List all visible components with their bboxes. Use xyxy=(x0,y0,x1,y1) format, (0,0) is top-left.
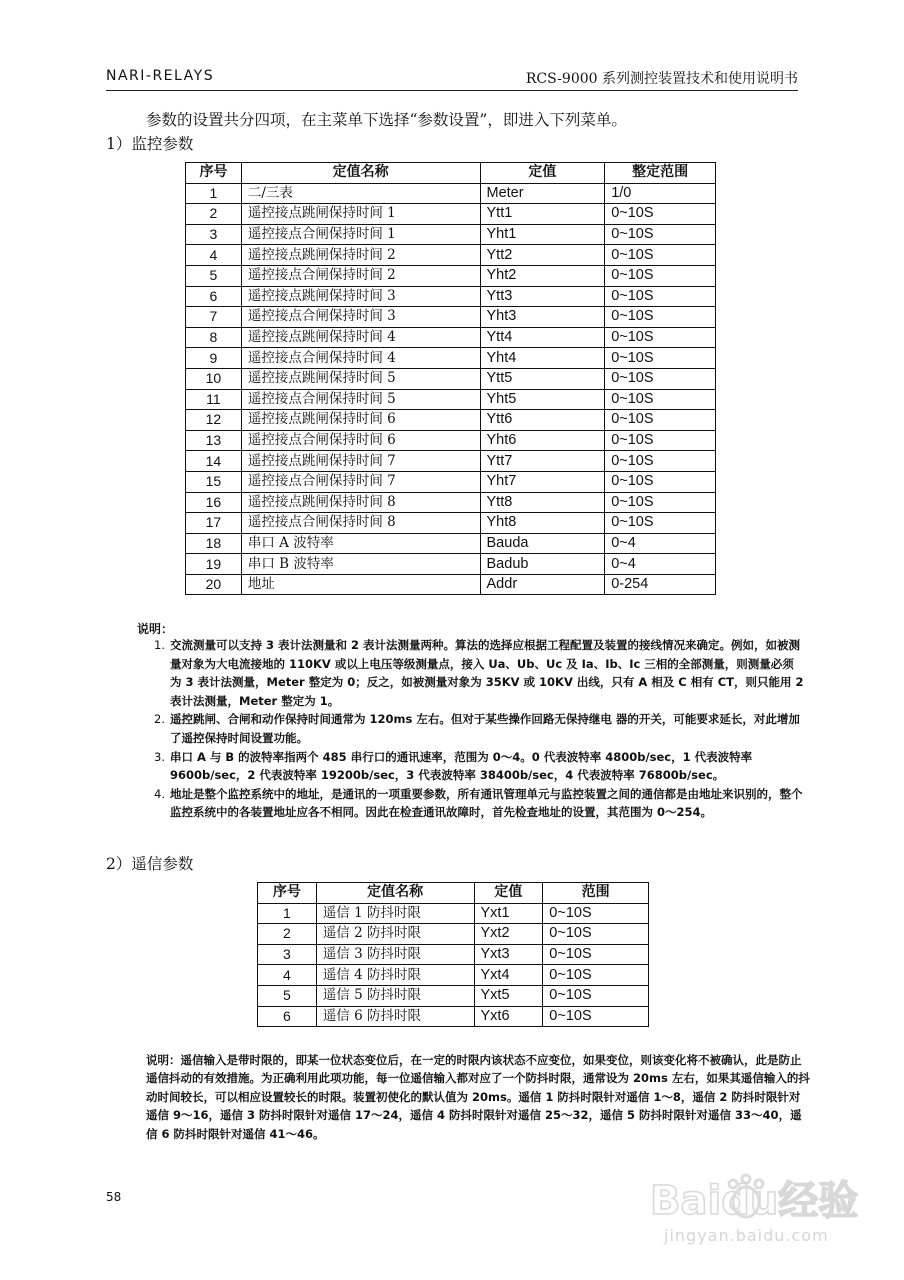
row-param-range: 0~10S xyxy=(543,903,649,924)
table-row xyxy=(186,204,716,225)
row-param-name: 遥信 4 防抖时限 xyxy=(316,965,474,986)
page-number: 58 xyxy=(106,1190,122,1204)
table-row xyxy=(186,430,716,451)
row-param-code: Bauda xyxy=(480,533,605,554)
row-param-range: 0~10S xyxy=(605,430,716,451)
table-row xyxy=(186,183,716,204)
notes2-text: 遥信输入是带时限的，即某一位状态变位后，在一定的时限内该状态不应变位，如果变位，则该变化将不被确认，此是防止遥信抖动的有效措施。为正确利用此项功能，每一位遥信输入都对应了一个防抖时限，通常设为 20ms 左右，如果其遥信输入的抖动时间较长，可以相应设置较长的时限。装置初使化的默认值为 20ms。遥信 1 防抖时限针对遥信 1～8，遥信 2 防抖时限针对遥信 9～16，遥信 3 防抖时限针对遥信 17～24，遥信 4 防抖时限针对遥信 25～32，遥信 5 防抖时限针对遥信 33～40，遥信 6 防抖时限针对遥信 41～46。 xyxy=(146,1053,810,1141)
row-param-code: Yxt6 xyxy=(474,1006,543,1027)
row-index: 20 xyxy=(186,574,242,595)
row-index: 2 xyxy=(186,204,242,225)
table-row xyxy=(186,471,716,492)
row-param-code: Yxt4 xyxy=(474,965,543,986)
note-item xyxy=(154,636,804,710)
note-text: 地址是整个监控系统中的地址，是通讯的一项重要参数，所有通讯管理单元与监控装置之间的通信都是由地址来识别的，整个监控系统中的各装置地址应各不相同。因此在检查通讯故障时，首先检查地址的设置，其范围为 0～254。 xyxy=(170,786,803,820)
row-param-name: 遥信 6 防抖时限 xyxy=(316,1006,474,1027)
row-param-range: 0~10S xyxy=(605,492,716,513)
row-param-code: Yht2 xyxy=(480,265,605,286)
row-param-range: 0~10S xyxy=(605,265,716,286)
row-param-code: Ytt1 xyxy=(480,204,605,225)
notes2-label: 说明： xyxy=(146,1053,181,1067)
row-index: 1 xyxy=(186,183,242,204)
row-index: 9 xyxy=(186,348,242,369)
row-param-range: 0~10S xyxy=(605,245,716,266)
row-param-range: 0~10S xyxy=(605,471,716,492)
row-param-code: Addr xyxy=(480,574,605,595)
row-index: 4 xyxy=(186,245,242,266)
row-param-name: 遥信 2 防抖时限 xyxy=(316,924,474,945)
row-param-code: Yxt3 xyxy=(474,944,543,965)
row-param-code: Yxt5 xyxy=(474,985,543,1006)
table-row xyxy=(258,1006,649,1027)
row-param-code: Meter xyxy=(480,183,605,204)
row-param-code: Ytt4 xyxy=(480,327,605,348)
row-index: 4 xyxy=(258,965,317,986)
row-param-name: 遥控接点合闸保持时间 7 xyxy=(241,471,480,492)
table-row xyxy=(186,492,716,513)
row-param-range: 0~10S xyxy=(605,368,716,389)
col-header-index: 序号 xyxy=(186,163,242,184)
note-number: 3. xyxy=(154,749,165,764)
col-header-value: 定值 xyxy=(474,883,543,904)
row-param-name: 遥控接点跳闸保持时间 1 xyxy=(241,204,480,225)
row-param-name: 遥控接点合闸保持时间 5 xyxy=(241,389,480,410)
table-row xyxy=(186,307,716,328)
table-row xyxy=(186,348,716,369)
row-index: 10 xyxy=(186,368,242,389)
table-row xyxy=(258,965,649,986)
row-param-name: 遥控接点跳闸保持时间 3 xyxy=(241,286,480,307)
row-index: 3 xyxy=(186,224,242,245)
row-param-code: Yht6 xyxy=(480,430,605,451)
note-number: 2. xyxy=(154,712,165,727)
intro-paragraph: 参数的设置共分四项，在主菜单下选择“参数设置”，即进入下列菜单。 xyxy=(146,111,627,129)
page-header xyxy=(106,66,798,91)
row-param-range: 0~10S xyxy=(543,965,649,986)
row-param-name: 遥控接点跳闸保持时间 7 xyxy=(241,451,480,472)
row-index: 13 xyxy=(186,430,242,451)
note-number: 1. xyxy=(154,638,165,652)
table-row xyxy=(186,554,716,575)
row-index: 17 xyxy=(186,513,242,534)
row-param-name: 遥控接点合闸保持时间 6 xyxy=(241,430,480,451)
row-param-range: 0~10S xyxy=(605,348,716,369)
row-param-code: Ytt2 xyxy=(480,245,605,266)
row-param-code: Ytt7 xyxy=(480,451,605,472)
row-param-code: Yht7 xyxy=(480,471,605,492)
row-param-range: 0-254 xyxy=(605,574,716,595)
row-param-range: 0~4 xyxy=(605,554,716,575)
row-index: 11 xyxy=(186,389,242,410)
watermark-url: jingyan.baidu.com xyxy=(664,1226,829,1245)
row-index: 6 xyxy=(258,1006,317,1027)
note-text: 交流测量可以支持 3 表计法测量和 2 表计法测量两种。算法的选择应根据工程配置及装置的接线情况来确定。例如，如被测量对象为大电流接地的 110KV 或以上电压等级测量点，接入 Ua、Ub、Uc 及 Ia、Ib、Ic 三相的全部测量，则测量必须为 3 表计法测量，Meter 整定为 0；反之，如被测量对象为 35KV 或 10KV 出线，只有 A 相及 C 相有 CT，则只能用 2 表计法测量，Meter 整定为 1。 xyxy=(170,638,804,708)
row-param-range: 0~10S xyxy=(605,204,716,225)
row-param-code: Yht5 xyxy=(480,389,605,410)
section2-title: 2）遥信参数 xyxy=(106,855,194,873)
row-param-range: 0~10S xyxy=(605,224,716,245)
row-param-code: Yht4 xyxy=(480,348,605,369)
table-row xyxy=(186,389,716,410)
table-header-row xyxy=(186,163,716,184)
row-param-name: 遥控接点跳闸保持时间 8 xyxy=(241,492,480,513)
notes1-list xyxy=(154,636,804,822)
baidu-jingyan-watermark-icon xyxy=(650,1172,860,1224)
row-param-code: Ytt8 xyxy=(480,492,605,513)
remote-signal-params-table xyxy=(257,882,649,1027)
table-row xyxy=(186,533,716,554)
row-param-name: 遥控接点合闸保持时间 8 xyxy=(241,513,480,534)
row-param-code: Ytt6 xyxy=(480,410,605,431)
table-row xyxy=(186,327,716,348)
row-param-name: 二/三表 xyxy=(241,183,480,204)
row-param-code: Yht3 xyxy=(480,307,605,328)
row-param-name: 遥信 5 防抖时限 xyxy=(316,985,474,1006)
note-item xyxy=(154,710,804,747)
row-param-range: 0~10S xyxy=(543,985,649,1006)
row-param-code: Yxt1 xyxy=(474,903,543,924)
note-text: 遥控跳闸、合闸和动作保持时间通常为 120ms 左右。但对于某些操作回路无保持继电 器的开关，可能要求延长，对此增加了遥控保持时间设置功能。 xyxy=(170,712,800,745)
row-param-name: 遥信 3 防抖时限 xyxy=(316,944,474,965)
row-param-range: 0~10S xyxy=(605,286,716,307)
col-header-value: 定值 xyxy=(480,163,605,184)
table-row xyxy=(186,574,716,595)
row-param-name: 遥控接点跳闸保持时间 6 xyxy=(241,410,480,431)
col-header-name: 定值名称 xyxy=(241,163,480,184)
table-row xyxy=(258,903,649,924)
header-manual-title: RCS-9000 系列测控装置技术和使用说明书 xyxy=(525,71,798,87)
row-param-name: 地址 xyxy=(241,574,480,595)
row-param-code: Ytt5 xyxy=(480,368,605,389)
watermark-logo-text: Baidu经验 xyxy=(650,1178,859,1224)
row-param-name: 串口 A 波特率 xyxy=(241,533,480,554)
row-param-range: 0~10S xyxy=(605,410,716,431)
table-row xyxy=(186,451,716,472)
row-param-name: 串口 B 波特率 xyxy=(241,554,480,575)
row-param-range: 0~10S xyxy=(543,924,649,945)
row-param-name: 遥控接点跳闸保持时间 4 xyxy=(241,327,480,348)
row-index: 8 xyxy=(186,327,242,348)
col-header-index: 序号 xyxy=(258,883,317,904)
note-item xyxy=(154,748,804,785)
table-row xyxy=(186,286,716,307)
col-header-range: 范围 xyxy=(543,883,649,904)
notes2-paragraph xyxy=(146,1051,810,1143)
note-item xyxy=(154,785,804,822)
row-index: 14 xyxy=(186,451,242,472)
table-row xyxy=(258,985,649,1006)
row-param-name: 遥控接点合闸保持时间 2 xyxy=(241,265,480,286)
table-row xyxy=(258,924,649,945)
row-param-code: Yht8 xyxy=(480,513,605,534)
col-header-range: 整定范围 xyxy=(605,163,716,184)
table-header-row xyxy=(258,883,649,904)
table-row xyxy=(186,410,716,431)
table-row xyxy=(186,513,716,534)
row-param-name: 遥控接点跳闸保持时间 2 xyxy=(241,245,480,266)
table-row xyxy=(258,944,649,965)
row-param-code: Yxt2 xyxy=(474,924,543,945)
row-index: 5 xyxy=(186,265,242,286)
row-param-code: Ytt3 xyxy=(480,286,605,307)
row-param-range: 0~10S xyxy=(605,327,716,348)
row-param-name: 遥控接点合闸保持时间 4 xyxy=(241,348,480,369)
row-param-range: 0~10S xyxy=(543,944,649,965)
note-number: 4. xyxy=(154,786,165,801)
table-row xyxy=(186,224,716,245)
row-param-range: 0~4 xyxy=(605,533,716,554)
row-param-name: 遥控接点跳闸保持时间 5 xyxy=(241,368,480,389)
notes1-label: 说明： xyxy=(137,622,174,636)
section1-title: 1）监控参数 xyxy=(106,135,194,153)
col-header-name: 定值名称 xyxy=(316,883,474,904)
row-index: 3 xyxy=(258,944,317,965)
row-param-code: Badub xyxy=(480,554,605,575)
row-index: 6 xyxy=(186,286,242,307)
header-brand: NARI-RELAYS xyxy=(106,68,215,84)
row-param-name: 遥控接点合闸保持时间 1 xyxy=(241,224,480,245)
table-row xyxy=(186,265,716,286)
row-param-range: 0~10S xyxy=(543,1006,649,1027)
row-param-range: 0~10S xyxy=(605,451,716,472)
row-index: 18 xyxy=(186,533,242,554)
row-index: 1 xyxy=(258,903,317,924)
row-index: 16 xyxy=(186,492,242,513)
row-index: 15 xyxy=(186,471,242,492)
row-param-code: Yht1 xyxy=(480,224,605,245)
note-text: 串口 A 与 B 的波特率指两个 485 串行口的通讯速率，范围为 0～4。0 代表波特率 4800b/sec，1 代表波特率 9600b/sec，2 代表波特率 19200b/sec，3 代表波特率 38400b/sec，4 代表波特率 76800b/sec。 xyxy=(170,749,753,783)
row-param-range: 0~10S xyxy=(605,513,716,534)
row-param-range: 0~10S xyxy=(605,389,716,410)
monitor-params-table xyxy=(185,162,716,595)
row-index: 12 xyxy=(186,410,242,431)
row-index: 19 xyxy=(186,554,242,575)
row-index: 7 xyxy=(186,307,242,328)
row-param-range: 0~10S xyxy=(605,307,716,328)
row-param-name: 遥控接点合闸保持时间 3 xyxy=(241,307,480,328)
row-param-name: 遥信 1 防抖时限 xyxy=(316,903,474,924)
row-index: 5 xyxy=(258,985,317,1006)
row-index: 2 xyxy=(258,924,317,945)
row-param-range: 1/0 xyxy=(605,183,716,204)
table-row xyxy=(186,245,716,266)
table-row xyxy=(186,368,716,389)
